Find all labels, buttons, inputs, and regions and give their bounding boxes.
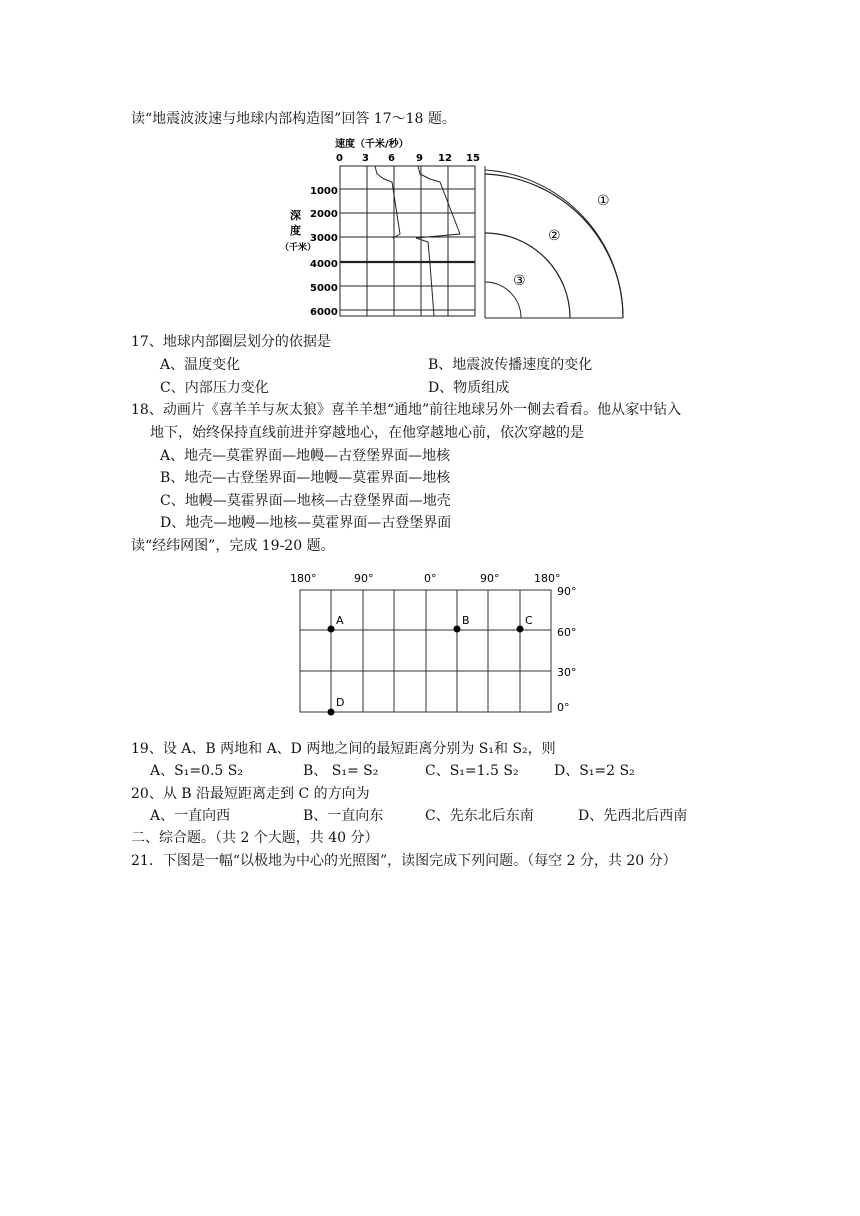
layer-mark-1: ① xyxy=(597,193,610,209)
q18-option-d: D、地壳—地幔—地核—莫霍界面—古登堡界面 xyxy=(160,515,452,531)
q17-option-b: B、地震波传播速度的变化 xyxy=(428,357,593,373)
q18-stem-line1: 18、动画片《喜羊羊与灰太狼》喜羊羊想“通地”前往地球另外一侧去看看。他从家中钻入 xyxy=(131,402,682,418)
intro-quake: 读“地震波波速与地球内部构造图”回答 17～18 题。 xyxy=(131,111,456,127)
point-a-dot xyxy=(328,626,335,633)
q21-stem: 21．下图是一幅“以极地为中心的光照图”，读图完成下列问题。（每空 2 分，共 20 分） xyxy=(131,853,677,869)
q17-option-d: D、物质组成 xyxy=(428,380,510,396)
point-c-dot xyxy=(517,626,524,633)
point-a-label: A xyxy=(336,614,344,627)
q20-option-c: C、先东北后东南 xyxy=(425,808,534,824)
lat-label: 90° xyxy=(557,585,577,598)
lon-label: 0° xyxy=(424,572,437,585)
depth-axis-label: 度 xyxy=(290,224,301,237)
latlong-grid-figure xyxy=(288,568,608,718)
q18-stem-line2: 地下，始终保持直线前进并穿越地心，在他穿越地心前，依次穿越的是 xyxy=(150,425,584,441)
q19-option-b: B、 S₁= S₂ xyxy=(303,763,379,779)
section-two-heading: 二、综合题。（共 2 个大题，共 40 分） xyxy=(131,830,379,846)
q18-option-c: C、地幔—莫霍界面—地核—古登堡界面—地壳 xyxy=(160,493,451,509)
point-d-dot xyxy=(328,709,335,716)
depth-tick: 6000 xyxy=(310,307,338,318)
lat-label: 30° xyxy=(557,666,577,679)
depth-tick: 4000 xyxy=(310,259,338,270)
q18-option-a: A、地壳—莫霍界面—地幔—古登堡界面—地核 xyxy=(160,448,451,464)
lat-label: 0° xyxy=(557,701,570,714)
layer-mark-3: ③ xyxy=(513,273,526,289)
lat-label: 60° xyxy=(557,626,577,639)
speed-tick: 0 xyxy=(336,153,343,164)
point-b-label: B xyxy=(462,614,470,627)
speed-tick: 9 xyxy=(416,153,423,164)
intro-grid: 读“经纬网图”，完成 19-20 题。 xyxy=(131,538,335,554)
depth-tick: 5000 xyxy=(310,283,338,294)
q17-option-a: A、温度变化 xyxy=(160,357,241,373)
lon-label: 180° xyxy=(534,572,561,585)
speed-tick: 15 xyxy=(466,153,480,164)
depth-axis-label: （千米） xyxy=(280,243,317,253)
q20-stem: 20、从 B 沿最短距离走到 C 的方向为 xyxy=(131,786,370,802)
point-c-label: C xyxy=(525,614,533,627)
q17-stem: 17、地球内部圈层划分的依据是 xyxy=(131,334,331,350)
depth-tick: 1000 xyxy=(310,186,338,197)
point-b-dot xyxy=(454,626,461,633)
layer-mark-2: ② xyxy=(548,228,561,244)
q20-option-a: A、一直向西 xyxy=(150,808,231,824)
q19-option-d: D、S₁=2 S₂ xyxy=(554,763,635,779)
point-d-label: D xyxy=(336,696,345,709)
speed-tick: 12 xyxy=(438,153,452,164)
lon-label: 180° xyxy=(290,572,317,585)
q18-option-b: B、地壳—古登堡界面—地幔—莫霍界面—地核 xyxy=(160,470,451,486)
q19-option-a: A、S₁=0.5 S₂ xyxy=(150,763,243,779)
q20-option-b: B、一直向东 xyxy=(303,808,384,824)
speed-tick: 3 xyxy=(362,153,369,164)
seismic-figure xyxy=(280,134,610,320)
depth-tick: 2000 xyxy=(310,209,338,220)
q19-option-c: C、S₁=1.5 S₂ xyxy=(425,763,519,779)
speed-tick: 6 xyxy=(388,153,395,164)
s-wave-curve xyxy=(375,166,400,238)
q20-option-d: D、先西北后西南 xyxy=(578,808,688,824)
lon-label: 90° xyxy=(354,572,374,585)
q17-option-c: C、内部压力变化 xyxy=(160,380,269,396)
depth-axis-label: 深 xyxy=(290,209,301,222)
speed-axis-label: 速度（千米/秒） xyxy=(335,139,409,150)
q19-stem: 19、设 A、B 两地和 A、D 两地之间的最短距离分别为 S₁和 S₂，则 xyxy=(131,741,556,757)
lon-label: 90° xyxy=(480,572,500,585)
depth-tick: 3000 xyxy=(310,233,338,244)
